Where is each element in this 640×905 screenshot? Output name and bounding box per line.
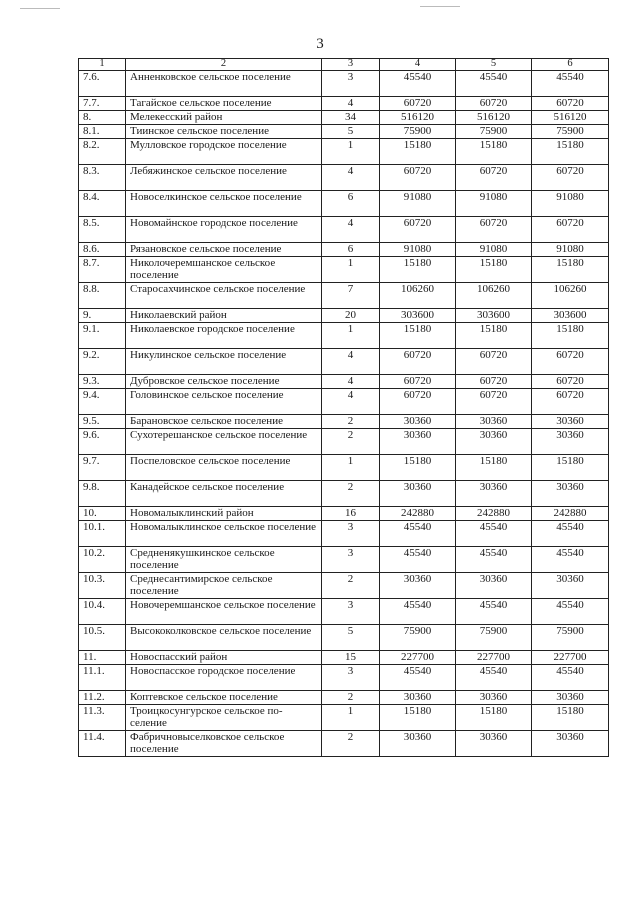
table-row [79,257,609,283]
row-value-col4: 106260 [380,283,456,309]
row-value-col4: 15180 [380,139,456,165]
row-name: Новоспасский район [126,651,322,665]
row-count: 1 [322,323,380,349]
row-count: 3 [322,71,380,97]
row-number: 10.1. [79,521,126,547]
row-count: 1 [322,139,380,165]
row-count: 4 [322,349,380,375]
row-value-col4: 30360 [380,415,456,429]
row-name: Лебяжинское сельское поселение [126,165,322,191]
row-number: 8.2. [79,139,126,165]
row-value-col6: 60720 [532,97,609,111]
column-header: 3 [322,59,380,71]
row-value-col6: 45540 [532,665,609,691]
column-header: 6 [532,59,609,71]
row-value-col4: 30360 [380,481,456,507]
row-count: 16 [322,507,380,521]
row-value-col4: 30360 [380,731,456,757]
row-number: 8.1. [79,125,126,139]
row-number: 11.3. [79,705,126,731]
row-value-col6: 516120 [532,111,609,125]
row-name: Мулловское городское поселение [126,139,322,165]
row-count: 4 [322,217,380,243]
row-value-col4: 91080 [380,191,456,217]
row-number: 10. [79,507,126,521]
table-row [79,125,609,139]
row-count: 6 [322,243,380,257]
row-name: Новомалыклинский район [126,507,322,521]
row-name: Новоспасское городское поселение [126,665,322,691]
row-count: 3 [322,665,380,691]
table-row [79,191,609,217]
row-value-col4: 15180 [380,257,456,283]
row-name: Троицкосунгурское сельское по-селение [126,705,322,731]
row-number: 8.4. [79,191,126,217]
table-row [79,323,609,349]
row-value-col5: 15180 [456,455,532,481]
row-value-col6: 60720 [532,349,609,375]
row-value-col5: 15180 [456,323,532,349]
row-value-col5: 91080 [456,243,532,257]
row-value-col5: 60720 [456,389,532,415]
table-row [79,375,609,389]
row-count: 2 [322,573,380,599]
row-number: 10.3. [79,573,126,599]
row-value-col6: 60720 [532,389,609,415]
row-name: Старосахчинское сельское поселение [126,283,322,309]
row-name: Дубровское сельское поселение [126,375,322,389]
row-value-col5: 15180 [456,257,532,283]
row-count: 5 [322,625,380,651]
row-number: 8.5. [79,217,126,243]
row-count: 2 [322,691,380,705]
row-value-col6: 30360 [532,429,609,455]
table-row [79,415,609,429]
table-row [79,455,609,481]
row-value-col6: 303600 [532,309,609,323]
table-row [79,283,609,309]
row-name: Высококолковское сельское поселение [126,625,322,651]
row-value-col6: 30360 [532,731,609,757]
row-count: 7 [322,283,380,309]
row-name: Новомайнское городское поселение [126,217,322,243]
row-value-col5: 45540 [456,521,532,547]
row-number: 8. [79,111,126,125]
table-row [79,651,609,665]
row-value-col5: 45540 [456,665,532,691]
table-header-row [79,59,609,71]
table-row [79,429,609,455]
row-value-col6: 75900 [532,125,609,139]
row-count: 20 [322,309,380,323]
row-name: Канадейское сельское поселение [126,481,322,507]
row-number: 9.8. [79,481,126,507]
row-number: 9.3. [79,375,126,389]
table-row [79,243,609,257]
row-value-col5: 303600 [456,309,532,323]
row-name: Мелекесский район [126,111,322,125]
row-value-col4: 15180 [380,455,456,481]
row-value-col4: 60720 [380,217,456,243]
table-row [79,507,609,521]
page-number: 3 [316,36,324,52]
table-row [79,625,609,651]
column-header: 1 [79,59,126,71]
row-count: 4 [322,375,380,389]
table-row [79,521,609,547]
row-value-col5: 75900 [456,125,532,139]
row-value-col5: 227700 [456,651,532,665]
row-value-col4: 45540 [380,521,456,547]
row-number: 9. [79,309,126,323]
row-value-col4: 303600 [380,309,456,323]
column-header: 5 [456,59,532,71]
row-value-col5: 45540 [456,599,532,625]
row-number: 9.7. [79,455,126,481]
table-row [79,217,609,243]
row-value-col6: 15180 [532,705,609,731]
row-value-col5: 30360 [456,691,532,705]
row-count: 3 [322,599,380,625]
row-value-col6: 91080 [532,243,609,257]
row-name: Среднесантимирское сельское поселение [126,573,322,599]
row-value-col4: 30360 [380,429,456,455]
table-row [79,111,609,125]
row-name: Тагайское сельское поселение [126,97,322,111]
row-count: 4 [322,165,380,191]
row-value-col5: 30360 [456,481,532,507]
row-value-col4: 60720 [380,165,456,191]
row-value-col5: 30360 [456,731,532,757]
row-name: Барановское сельское поселение [126,415,322,429]
row-number: 9.4. [79,389,126,415]
table-row [79,705,609,731]
row-count: 2 [322,731,380,757]
row-value-col4: 242880 [380,507,456,521]
row-name: Головинское сельское поселение [126,389,322,415]
row-value-col5: 60720 [456,217,532,243]
row-count: 6 [322,191,380,217]
row-number: 9.6. [79,429,126,455]
row-number: 11. [79,651,126,665]
row-name: Анненковское сельское поселение [126,71,322,97]
row-number: 8.7. [79,257,126,283]
row-value-col4: 75900 [380,625,456,651]
table-row [79,165,609,191]
row-number: 9.2. [79,349,126,375]
row-value-col6: 45540 [532,547,609,573]
row-value-col6: 15180 [532,257,609,283]
row-number: 7.7. [79,97,126,111]
row-number: 7.6. [79,71,126,97]
row-name: Новомалыклинское сельское поселение [126,521,322,547]
row-value-col5: 15180 [456,705,532,731]
row-name: Никулинское сельское поселение [126,349,322,375]
row-value-col4: 30360 [380,691,456,705]
row-value-col6: 30360 [532,481,609,507]
scan-mark [420,6,460,7]
row-name: Новочеремшанское сельское поселение [126,599,322,625]
row-count: 3 [322,547,380,573]
table-row [79,71,609,97]
row-number: 11.4. [79,731,126,757]
row-name: Николаевское городское поселение [126,323,322,349]
row-value-col6: 15180 [532,323,609,349]
row-value-col4: 60720 [380,375,456,389]
row-value-col5: 516120 [456,111,532,125]
row-value-col5: 60720 [456,165,532,191]
row-value-col4: 45540 [380,665,456,691]
row-value-col5: 30360 [456,429,532,455]
row-value-col5: 75900 [456,625,532,651]
row-value-col6: 75900 [532,625,609,651]
row-value-col6: 15180 [532,139,609,165]
row-value-col6: 15180 [532,455,609,481]
row-number: 9.1. [79,323,126,349]
row-count: 3 [322,521,380,547]
row-count: 1 [322,705,380,731]
row-number: 11.2. [79,691,126,705]
row-value-col4: 516120 [380,111,456,125]
row-value-col4: 45540 [380,599,456,625]
row-value-col4: 227700 [380,651,456,665]
row-value-col6: 91080 [532,191,609,217]
row-number: 8.6. [79,243,126,257]
row-value-col4: 91080 [380,243,456,257]
row-count: 1 [322,455,380,481]
row-value-col6: 242880 [532,507,609,521]
row-value-col4: 60720 [380,349,456,375]
row-value-col6: 60720 [532,165,609,191]
column-header: 4 [380,59,456,71]
row-value-col6: 45540 [532,71,609,97]
row-number: 8.3. [79,165,126,191]
row-count: 1 [322,257,380,283]
row-value-col5: 45540 [456,71,532,97]
row-value-col5: 15180 [456,139,532,165]
table-row [79,309,609,323]
row-name: Николочеремшанское сельское поселение [126,257,322,283]
row-number: 10.4. [79,599,126,625]
table-row [79,389,609,415]
row-name: Средненякушкинское сельское поселение [126,547,322,573]
row-value-col6: 30360 [532,415,609,429]
row-name: Поспеловское сельское поселение [126,455,322,481]
row-value-col6: 106260 [532,283,609,309]
scan-mark [20,8,60,9]
row-number: 10.5. [79,625,126,651]
table-row [79,139,609,165]
table-row [79,349,609,375]
row-number: 8.8. [79,283,126,309]
row-value-col4: 45540 [380,547,456,573]
row-count: 34 [322,111,380,125]
row-number: 11.1. [79,665,126,691]
row-value-col6: 30360 [532,691,609,705]
table-row [79,665,609,691]
table-row [79,481,609,507]
row-value-col5: 30360 [456,415,532,429]
row-count: 2 [322,415,380,429]
table-row [79,573,609,599]
row-name: Фабричновыселковское сельское поселение [126,731,322,757]
row-count: 2 [322,481,380,507]
row-value-col4: 45540 [380,71,456,97]
row-count: 4 [322,97,380,111]
row-value-col6: 60720 [532,217,609,243]
row-value-col5: 106260 [456,283,532,309]
table-row [79,97,609,111]
row-value-col5: 91080 [456,191,532,217]
row-count: 4 [322,389,380,415]
row-value-col5: 242880 [456,507,532,521]
row-value-col5: 30360 [456,573,532,599]
row-value-col6: 30360 [532,573,609,599]
row-value-col4: 30360 [380,573,456,599]
row-count: 2 [322,429,380,455]
row-count: 15 [322,651,380,665]
allocation-table [78,58,609,757]
row-name: Тиинское сельское поселение [126,125,322,139]
row-value-col6: 227700 [532,651,609,665]
row-count: 5 [322,125,380,139]
row-number: 9.5. [79,415,126,429]
row-name: Николаевский район [126,309,322,323]
table-row [79,547,609,573]
row-value-col5: 60720 [456,375,532,389]
row-value-col4: 60720 [380,389,456,415]
row-name: Рязановское сельское поселение [126,243,322,257]
row-value-col6: 45540 [532,599,609,625]
row-value-col5: 60720 [456,97,532,111]
row-value-col6: 45540 [532,521,609,547]
row-name: Коптевское сельское поселение [126,691,322,705]
row-value-col5: 45540 [456,547,532,573]
row-value-col4: 15180 [380,323,456,349]
column-header: 2 [126,59,322,71]
table-row [79,599,609,625]
row-number: 10.2. [79,547,126,573]
row-value-col6: 60720 [532,375,609,389]
row-value-col5: 60720 [456,349,532,375]
row-name: Сухотерешанское сельское поселение [126,429,322,455]
table-row [79,731,609,757]
row-value-col4: 60720 [380,97,456,111]
row-value-col4: 75900 [380,125,456,139]
row-name: Новоселкинское сельское поселение [126,191,322,217]
row-value-col4: 15180 [380,705,456,731]
table-row [79,691,609,705]
